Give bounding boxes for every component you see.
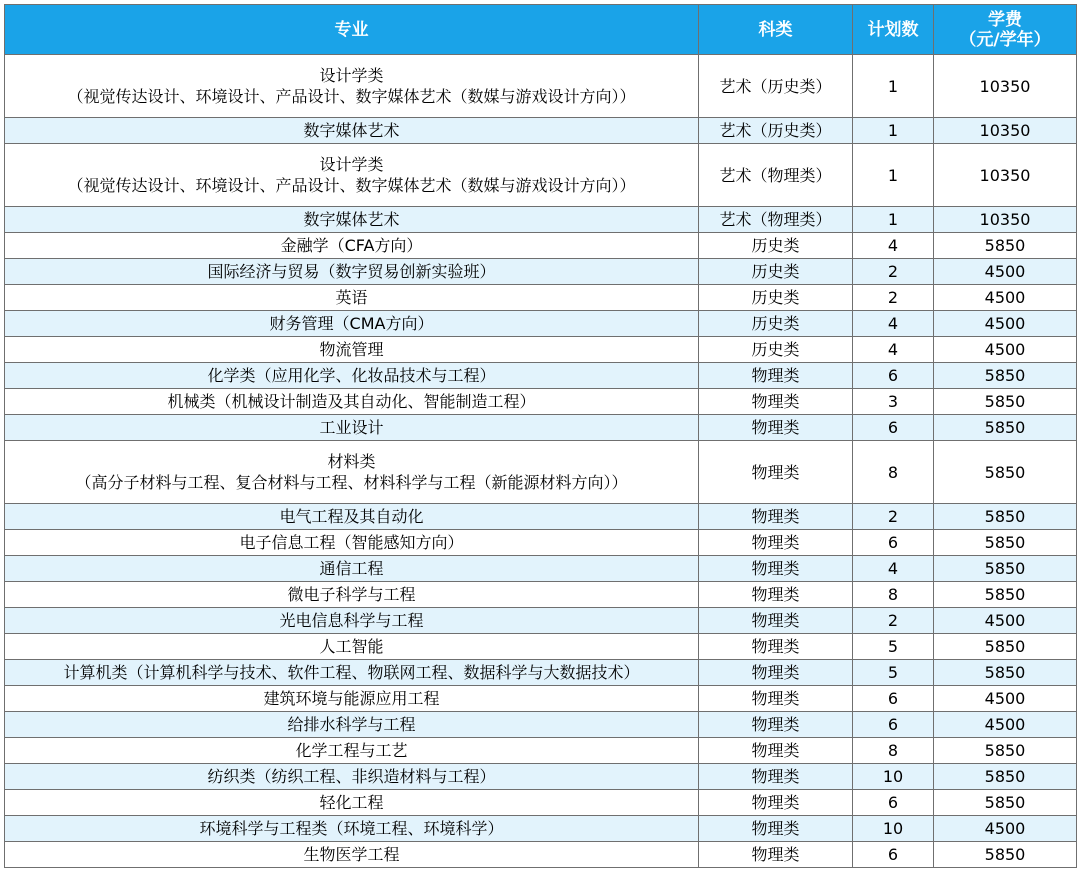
cell-tuition: 5850 — [934, 389, 1077, 415]
major-name: 物流管理 — [319, 340, 384, 359]
cell-major — [5, 207, 699, 233]
cell-plan-count: 8 — [853, 582, 934, 608]
cell-category: 艺术（历史类） — [699, 118, 853, 144]
table-row — [5, 790, 1077, 816]
header-category: 科类 — [699, 5, 853, 55]
major-name: 光电信息科学与工程 — [279, 611, 424, 630]
header-plan-count: 计划数 — [853, 5, 934, 55]
cell-tuition: 5850 — [934, 233, 1077, 259]
major-name: 建筑环境与能源应用工程 — [263, 689, 440, 708]
major-name: 设计学类 — [319, 66, 384, 85]
cell-tuition: 4500 — [934, 712, 1077, 738]
major-subtitle: （视觉传达设计、环境设计、产品设计、数字媒体艺术（数媒与游戏设计方向）） — [67, 87, 636, 106]
header-tuition — [934, 5, 1077, 55]
major-name: 机械类（机械设计制造及其自动化、智能制造工程） — [167, 392, 536, 411]
table-row — [5, 816, 1077, 842]
cell-category: 物理类 — [699, 764, 853, 790]
major-subtitle: （高分子材料与工程、复合材料与工程、材料科学与工程（新能源材料方向）） — [75, 473, 628, 492]
table-row — [5, 842, 1077, 868]
cell-category: 物理类 — [699, 363, 853, 389]
cell-category: 艺术（历史类） — [699, 55, 853, 118]
table-row — [5, 363, 1077, 389]
cell-major — [5, 660, 699, 686]
cell-category: 艺术（物理类） — [699, 144, 853, 207]
table-row — [5, 144, 1077, 207]
cell-tuition: 5850 — [934, 634, 1077, 660]
cell-category: 历史类 — [699, 285, 853, 311]
major-name: 环境科学与工程类（环境工程、环境科学） — [199, 819, 504, 838]
cell-major — [5, 790, 699, 816]
cell-category: 物理类 — [699, 790, 853, 816]
header-tuition-label: 学费 — [988, 9, 1022, 30]
cell-plan-count: 1 — [853, 118, 934, 144]
table-row — [5, 285, 1077, 311]
major-name: 微电子科学与工程 — [287, 585, 416, 604]
cell-major — [5, 556, 699, 582]
cell-tuition: 5850 — [934, 556, 1077, 582]
cell-tuition: 4500 — [934, 285, 1077, 311]
cell-tuition: 4500 — [934, 686, 1077, 712]
cell-category: 物理类 — [699, 415, 853, 441]
cell-tuition: 4500 — [934, 608, 1077, 634]
cell-major — [5, 842, 699, 868]
table-row — [5, 389, 1077, 415]
cell-plan-count: 6 — [853, 530, 934, 556]
cell-major — [5, 686, 699, 712]
major-name: 电子信息工程（智能感知方向） — [239, 533, 464, 552]
major-name: 轻化工程 — [319, 793, 384, 812]
major-name: 生物医学工程 — [303, 845, 400, 864]
table-row — [5, 415, 1077, 441]
major-name: 给排水科学与工程 — [287, 715, 416, 734]
cell-major — [5, 285, 699, 311]
cell-major — [5, 389, 699, 415]
enrollment-plan-table — [4, 4, 1077, 868]
major-subtitle: （视觉传达设计、环境设计、产品设计、数字媒体艺术（数媒与游戏设计方向）） — [67, 176, 636, 195]
cell-tuition: 5850 — [934, 660, 1077, 686]
table-row — [5, 55, 1077, 118]
cell-major — [5, 337, 699, 363]
cell-category: 物理类 — [699, 712, 853, 738]
header-major: 专业 — [5, 5, 699, 55]
cell-major — [5, 504, 699, 530]
table-row — [5, 504, 1077, 530]
cell-tuition: 5850 — [934, 530, 1077, 556]
cell-category: 物理类 — [699, 530, 853, 556]
cell-tuition: 10350 — [934, 55, 1077, 118]
table-row — [5, 660, 1077, 686]
cell-major — [5, 311, 699, 337]
table-row — [5, 582, 1077, 608]
major-name: 国际经济与贸易（数字贸易创新实验班） — [207, 262, 496, 281]
cell-category: 物理类 — [699, 842, 853, 868]
cell-plan-count: 4 — [853, 311, 934, 337]
table-row — [5, 712, 1077, 738]
major-name: 化学工程与工艺 — [295, 741, 408, 760]
cell-tuition: 4500 — [934, 259, 1077, 285]
major-name: 财务管理（CMA方向） — [269, 314, 434, 333]
table-row — [5, 764, 1077, 790]
cell-category: 物理类 — [699, 634, 853, 660]
major-name: 工业设计 — [319, 418, 384, 437]
cell-major — [5, 738, 699, 764]
cell-major — [5, 144, 699, 207]
cell-tuition: 4500 — [934, 816, 1077, 842]
cell-plan-count: 5 — [853, 634, 934, 660]
cell-plan-count: 4 — [853, 233, 934, 259]
table-row — [5, 634, 1077, 660]
cell-category: 物理类 — [699, 556, 853, 582]
cell-tuition: 5850 — [934, 842, 1077, 868]
table-row — [5, 686, 1077, 712]
cell-major — [5, 712, 699, 738]
cell-major — [5, 530, 699, 556]
cell-category: 物理类 — [699, 582, 853, 608]
cell-category: 物理类 — [699, 738, 853, 764]
cell-major — [5, 233, 699, 259]
major-name: 设计学类 — [319, 155, 384, 174]
cell-category: 物理类 — [699, 441, 853, 504]
cell-plan-count: 8 — [853, 738, 934, 764]
header-row — [5, 5, 1077, 55]
major-name: 电气工程及其自动化 — [279, 507, 424, 526]
cell-tuition: 4500 — [934, 311, 1077, 337]
cell-category: 物理类 — [699, 686, 853, 712]
cell-plan-count: 6 — [853, 686, 934, 712]
major-name: 数字媒体艺术 — [303, 210, 400, 229]
cell-category: 物理类 — [699, 660, 853, 686]
cell-category: 艺术（物理类） — [699, 207, 853, 233]
cell-plan-count: 10 — [853, 764, 934, 790]
table-row — [5, 556, 1077, 582]
major-name: 数字媒体艺术 — [303, 121, 400, 140]
table-row — [5, 259, 1077, 285]
cell-major — [5, 816, 699, 842]
cell-major — [5, 118, 699, 144]
major-name: 英语 — [335, 288, 368, 307]
table-row — [5, 738, 1077, 764]
cell-plan-count: 6 — [853, 790, 934, 816]
cell-plan-count: 8 — [853, 441, 934, 504]
cell-plan-count: 6 — [853, 363, 934, 389]
table-row — [5, 233, 1077, 259]
cell-major — [5, 582, 699, 608]
cell-tuition: 5850 — [934, 582, 1077, 608]
major-name: 化学类（应用化学、化妆品技术与工程） — [207, 366, 496, 385]
header-tuition-unit: （元/学年） — [959, 29, 1051, 50]
cell-plan-count: 2 — [853, 285, 934, 311]
cell-plan-count: 6 — [853, 415, 934, 441]
table-row — [5, 608, 1077, 634]
cell-tuition: 5850 — [934, 738, 1077, 764]
cell-plan-count: 1 — [853, 144, 934, 207]
table-row — [5, 311, 1077, 337]
table-row — [5, 118, 1077, 144]
cell-major — [5, 363, 699, 389]
cell-tuition: 5850 — [934, 441, 1077, 504]
cell-category: 物理类 — [699, 504, 853, 530]
cell-major — [5, 634, 699, 660]
cell-tuition: 5850 — [934, 415, 1077, 441]
cell-plan-count: 6 — [853, 712, 934, 738]
cell-tuition: 10350 — [934, 118, 1077, 144]
cell-category: 历史类 — [699, 233, 853, 259]
cell-plan-count: 2 — [853, 504, 934, 530]
major-name: 通信工程 — [319, 559, 384, 578]
cell-plan-count: 1 — [853, 207, 934, 233]
cell-major — [5, 608, 699, 634]
table-row — [5, 337, 1077, 363]
major-name: 金融学（CFA方向） — [280, 236, 423, 255]
major-name: 计算机类（计算机科学与技术、软件工程、物联网工程、数据科学与大数据技术） — [63, 663, 640, 682]
cell-plan-count: 6 — [853, 842, 934, 868]
table-row — [5, 441, 1077, 504]
cell-major — [5, 415, 699, 441]
cell-major — [5, 441, 699, 504]
cell-category: 历史类 — [699, 311, 853, 337]
cell-tuition: 5850 — [934, 790, 1077, 816]
cell-category: 物理类 — [699, 608, 853, 634]
cell-category: 历史类 — [699, 259, 853, 285]
major-name: 材料类 — [327, 452, 376, 471]
cell-plan-count: 3 — [853, 389, 934, 415]
cell-plan-count: 1 — [853, 55, 934, 118]
cell-plan-count: 2 — [853, 259, 934, 285]
cell-tuition: 5850 — [934, 764, 1077, 790]
major-name: 纺织类（纺织工程、非织造材料与工程） — [207, 767, 496, 786]
cell-plan-count: 4 — [853, 337, 934, 363]
cell-plan-count: 5 — [853, 660, 934, 686]
cell-plan-count: 10 — [853, 816, 934, 842]
cell-category: 物理类 — [699, 389, 853, 415]
cell-major — [5, 259, 699, 285]
table-body — [5, 55, 1077, 868]
table-row — [5, 207, 1077, 233]
cell-category: 历史类 — [699, 337, 853, 363]
cell-plan-count: 4 — [853, 556, 934, 582]
cell-category: 物理类 — [699, 816, 853, 842]
cell-tuition: 5850 — [934, 504, 1077, 530]
cell-major — [5, 55, 699, 118]
major-name: 人工智能 — [319, 637, 384, 656]
cell-tuition: 10350 — [934, 144, 1077, 207]
cell-tuition: 4500 — [934, 337, 1077, 363]
cell-plan-count: 2 — [853, 608, 934, 634]
cell-tuition: 10350 — [934, 207, 1077, 233]
table-row — [5, 530, 1077, 556]
cell-tuition: 5850 — [934, 363, 1077, 389]
cell-major — [5, 764, 699, 790]
